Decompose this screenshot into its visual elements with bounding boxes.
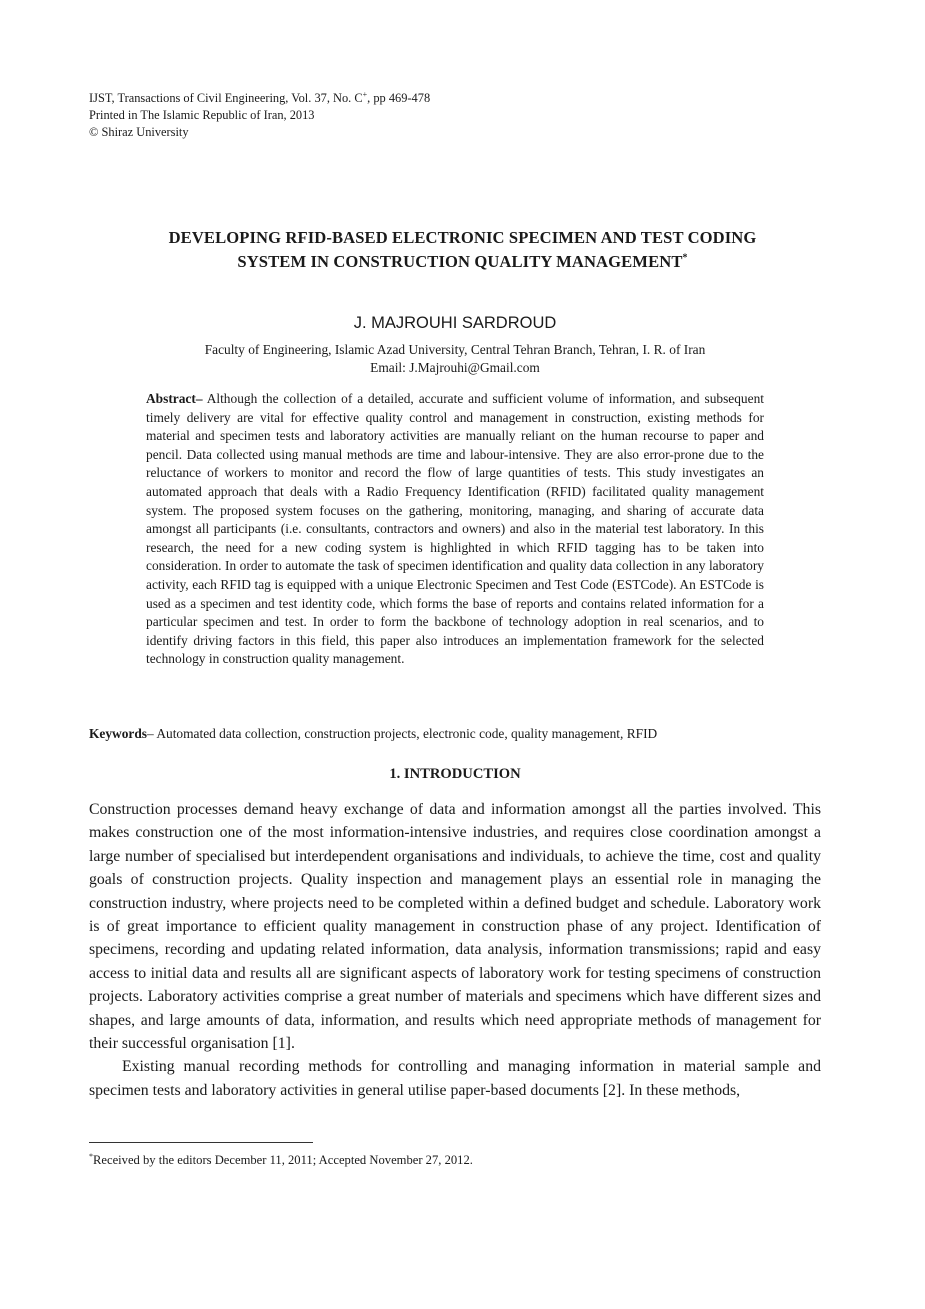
- footnote-divider: [89, 1142, 313, 1143]
- abstract: [146, 390, 764, 669]
- keywords: [89, 725, 829, 743]
- footnote-text: Received by the editors December 11, 2011; Accepted November 27, 2012.: [93, 1153, 473, 1167]
- section-heading-introduction: 1. INTRODUCTION: [389, 766, 521, 782]
- title-footnote-mark: *: [682, 252, 688, 264]
- abstract-text: Although the collection of a detailed, accurate and sufficient volume of information, and subsequent timely delivery are vital for effective quality control and management in construction, existing methods for material and specimen tests and laboratory activities are manually reliant on the human recourse to paper and pencil. Data collected using manual methods are time and labour-intensive. They are also error-prone due to the reluctance of workers to monitor and record the flow of large quantities of tests. This study investigates an automated approach that deals with a Radio Frequency Identification (RFID) facilitated quality management system. The proposed system focuses on the gathering, monitoring, managing, and sharing of accurate data amongst all participants (i.e. consultants, contractors and owners) and also in the material test laboratory. In this research, the need for a new coding system is highlighted in which RFID tagging has to be taken into consideration. In order to automate the task of specimen identification and quality data collection in any laboratory activity, each RFID tag is equipped with a unique Electronic Specimen and Test Code (ESTCode). An ESTCode is used as a specimen and test identity code, which forms the base of reports and contains related information for a particular specimen and test. In order to form the backbone of technology adoption in real scenarios, and to identify driving factors in this field, this paper also introduces an implementation framework for the selected technology in construction quality management.: [146, 391, 764, 667]
- journal-citation-line: [89, 90, 689, 107]
- keywords-text: – Automated data collection, construction projects, electronic code, quality management, RFID: [147, 726, 658, 741]
- footnote: [89, 1152, 789, 1169]
- printed-in-line: Printed in The Islamic Republic of Iran, 2013: [89, 108, 315, 122]
- copyright-line: © Shiraz University: [89, 125, 189, 139]
- keywords-label: Keywords: [89, 726, 148, 741]
- author-affiliation-block: [60, 341, 850, 377]
- author-email: Email: J.Majrouhi@Gmail.com: [370, 360, 540, 375]
- introduction-paragraph-2: Existing manual recording methods for controlling and managing information in material sample and specimen tests and laboratory activities in general utilise paper-based documents [2]. In these methods,: [89, 1058, 821, 1099]
- paper-title-line-2-text: SYSTEM IN CONSTRUCTION QUALITY MANAGEMENT: [237, 252, 683, 271]
- paper-title-line-1: DEVELOPING RFID-BASED ELECTRONIC SPECIMEN AND TEST CODING: [168, 228, 757, 247]
- introduction-paragraph-1: Construction processes demand heavy exchange of data and information amongst all the parties involved. This makes construction one of the most information-intensive industries, and requires close coordination amongst a large number of specialised but interdependent organisations and individuals, to achieve the time, cost and quality goals of construction projects. Quality inspection and management plays an essential role in managing the construction industry, where projects need to be completed within a defined budget and schedule. Laboratory work is of great importance to efficient quality management in construction phase of any project. Identification of specimens, recording and updating related information, data analysis, information transmissions; rapid and easy access to initial data and results all are significant aspects of laboratory work for testing specimens of construction projects. Laboratory activities comprise a great number of materials and specimens which have different sizes and shapes, and large amounts of data, information, and results which need appropriate methods of management for their successful organisation [1].: [89, 801, 821, 1053]
- footnote-mark: *: [89, 1151, 93, 1161]
- paper-title-line-2: [60, 250, 865, 274]
- issue-superscript: +: [362, 89, 368, 99]
- author-affiliation: Faculty of Engineering, Islamic Azad University, Central Tehran Branch, Tehran, I. R. of Iran: [204, 342, 706, 357]
- introduction-body: [89, 798, 821, 1102]
- author-name: J. MAJROUHI SARDROUD: [353, 314, 557, 332]
- paper-title: [60, 226, 865, 274]
- abstract-label: Abstract–: [146, 391, 203, 406]
- journal-citation-prefix: IJST, Transactions of Civil Engineering, Vol. 37, No. C: [89, 91, 363, 105]
- journal-citation-pages: , pp 469-478: [367, 91, 431, 105]
- journal-header: [89, 90, 689, 141]
